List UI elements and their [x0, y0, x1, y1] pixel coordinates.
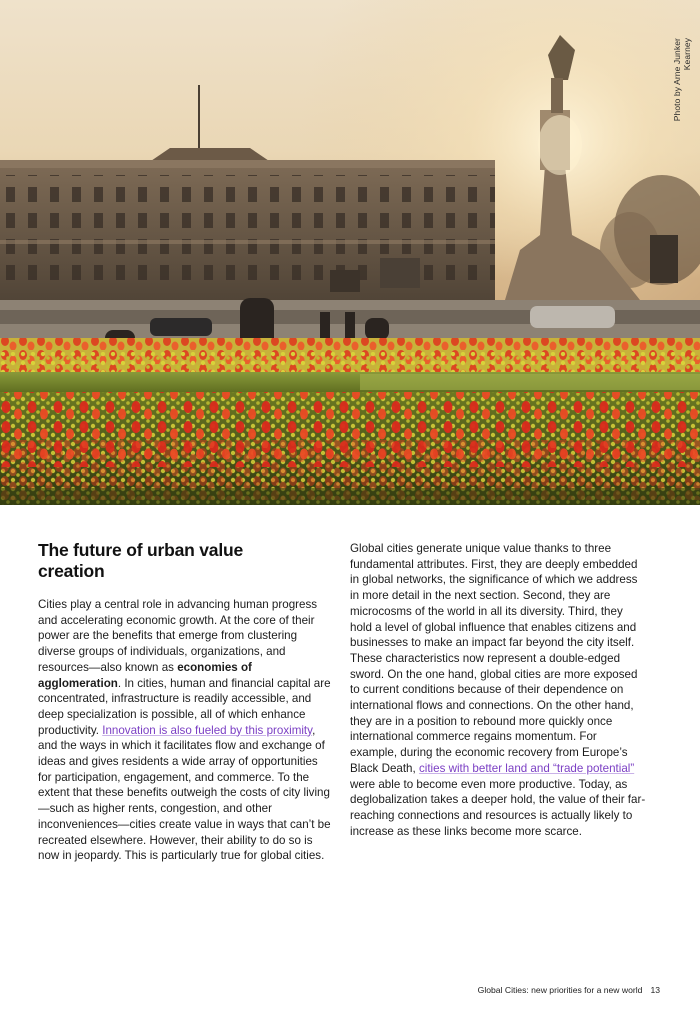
left-paragraph-text-3: , and the ways in which it facilitates flow and exchange of ideas and gives residents a wide array of opportunities for participation, engagement, and commerce. To the extent that these benefits outweigh the costs of city living—such as higher rents, congestion, and other inconveniences—cities create value in ways that can’t be recreated elsewhere. However, their ability to do so is now in jeopardy. This is particularly true for global cities.: [38, 723, 331, 863]
innovation-proximity-link[interactable]: Innovation is also fueled by this proximity: [102, 723, 313, 737]
photo-credit: [672, 38, 692, 121]
hero-photo: [0, 0, 700, 505]
photo-credit-line1: Photo by Arne Junker: [672, 38, 682, 122]
left-paragraph: [38, 597, 332, 864]
left-paragraph-text-1: Cities play a central role in advancing human progress and accelerating economic growth. At the core of their power are the benefits that emerge from clustering diverse groups of individuals, organizations, and resources—also known as: [38, 598, 318, 674]
page-footer: [478, 985, 660, 995]
article-title: [38, 540, 332, 581]
photo-credit-line2: Kearney: [682, 38, 692, 71]
right-paragraph: [350, 541, 646, 839]
palace-garden-illustration: [0, 0, 700, 505]
footer-title: Global Cities: new priorities for a new world: [477, 985, 643, 995]
economies-of-agglomeration-term: economies of agglomeration: [38, 660, 252, 690]
article-title-line2: creation: [38, 560, 105, 581]
right-column: [350, 541, 646, 839]
right-paragraph-text-1: Global cities generate unique value thanks to three fundamental attributes. First, they are deeply embedded in global networks, the significance of which we address in more detail in the next section. Second, they are microcosms of the world in all its diversity. Third, they hold a level of global influence that enables citizens and businesses to make an impact far beyond the city itself. These characteristics now represent a double-edged sword. On the one hand, global cities are more exposed to current conditions because of their dependence on international flows and connections. On the other hand, they are in a position to rebound more quickly once international commerce regains momentum. For example, during the economic recovery from Europe’s Black Death,: [350, 542, 638, 775]
left-column: [38, 540, 332, 864]
page-number: 13: [650, 985, 660, 995]
right-paragraph-text-2: were able to become even more productive. Today, as deglobalization takes a deeper hold, the value of their far-reaching connections and resources is actually likely to increase as these links become more scarce.: [350, 777, 646, 838]
article-title-line1: The future of urban value: [38, 540, 244, 560]
trade-potential-link[interactable]: cities with better land and “trade potential”: [418, 761, 635, 775]
left-paragraph-text-2: . In cities, human and financial capital are concentrated, infrastructure is readily accessible, and deep specialization is possible, all of which enhance productivity.: [38, 676, 331, 737]
